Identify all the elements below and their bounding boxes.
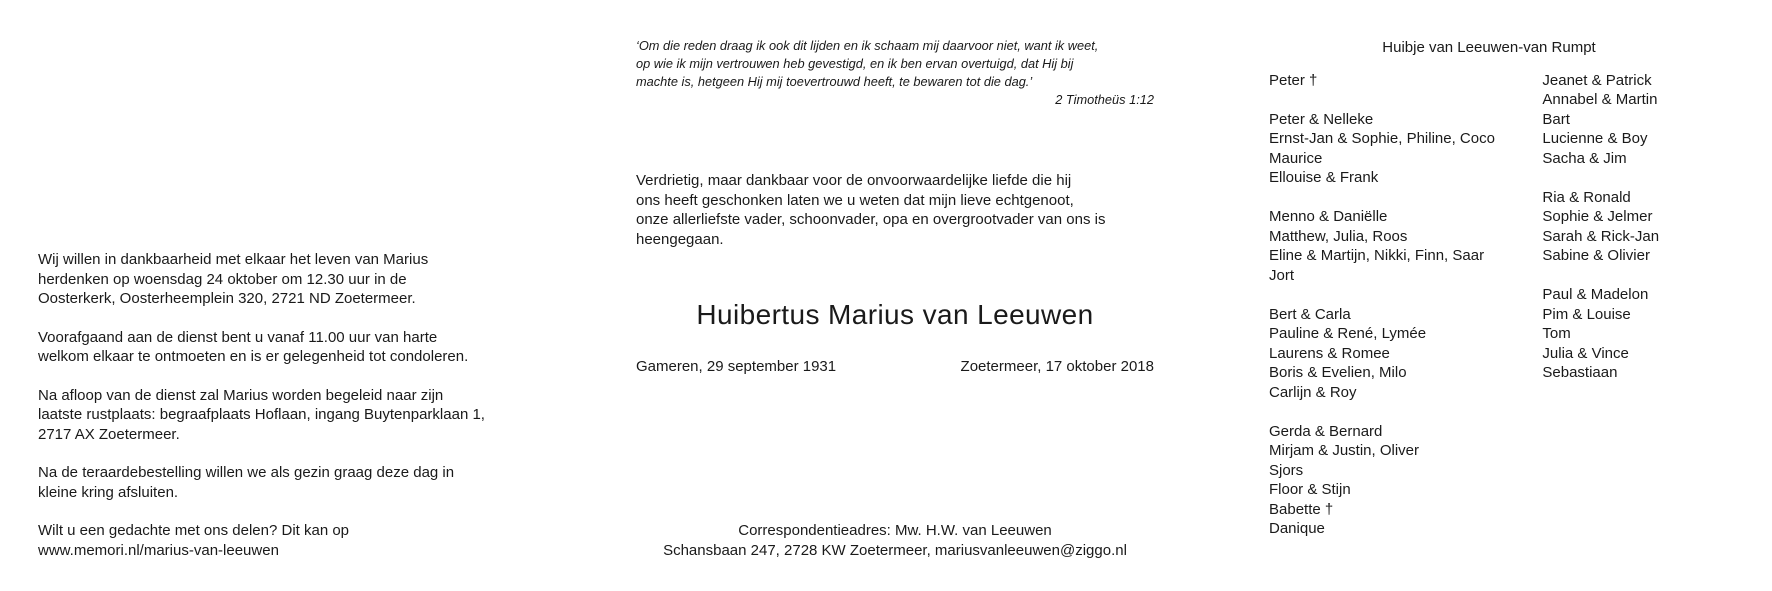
text-line: Na de teraardebestelling willen we als gezin graag deze dag in [38,464,455,481]
family-member: Ellouise & Frank [1269,169,1379,186]
correspondence-line: Correspondentieadres: Mw. H.W. van Leeuwen [738,522,1052,539]
text-line: Voorafgaand aan de dienst bent u vanaf 11.00 uur van harte [38,328,438,346]
family-member: Sophie & Jelmer [1542,208,1653,225]
family-member: Gerda & Bernard [1269,422,1383,440]
correspondence-line: Schansbaan 247, 2728 KW Zoetermeer, mariusvanleeuwen@ziggo.nl [663,541,1127,559]
family-member: Annabel & Martin [1542,91,1658,108]
family-member: Paul & Madelon [1542,286,1649,303]
family-group [1269,305,1542,403]
text-line: Wij willen in dankbaarheid met elkaar het leven van Marius [38,251,429,268]
announcement-line: ons heeft geschonken laten we u weten dat mijn lieve echtgenoot, [636,191,1074,209]
family-member: Ernst-Jan & Sophie, Philine, Coco [1269,130,1495,147]
announcement-line: Verdrietig, maar dankbaar voor de onvoorwaardelijke liefde die hij [636,172,1072,189]
text-line: Wilt u een gedachte met ons delen? Dit kan op [38,522,350,539]
deceased-name: Huibertus Marius van Leeuwen [696,299,1094,330]
correspondence-address [636,521,1154,560]
family-member: Matthew, Julia, Roos [1269,227,1408,245]
service-paragraph-1 [38,250,538,309]
text-line: kleine kring afsluiten. [38,483,179,501]
family-member: Carlijn & Roy [1269,383,1357,401]
family-member: Floor & Stijn [1269,481,1351,498]
text-line: Na afloop van de dienst zal Marius worden begeleid naar zijn [38,386,444,404]
family-member: Bert & Carla [1269,305,1351,323]
family-member: Ria & Ronald [1542,188,1631,206]
family-member: Jeanet & Patrick [1542,71,1652,89]
family-member: Babette † [1269,500,1334,518]
family-member: Boris & Evelien, Milo [1269,364,1407,381]
family-member: Laurens & Romee [1269,344,1390,362]
announcement-line: heengegaan. [636,230,724,248]
family-column-1 [1269,71,1542,559]
family-member: Pauline & René, Lymée [1269,325,1427,342]
quote-line: machte is, hetgeen Hij mij toevertrouwd heeft, te bewaren tot die dag.’ [636,74,1033,89]
family-group [1542,285,1729,383]
service-paragraph-3 [38,386,538,445]
announcement-panel [636,0,1154,591]
quote-line: op wie ik mijn vertrouwen heb gevestigd, en ik ben ervan overtuigd, dat Hij bij [636,56,1074,71]
service-info-panel [38,0,538,591]
family-member: Danique [1269,520,1325,537]
family-group [1269,207,1542,285]
text-line: herdenken op woensdag 24 oktober om 12.30 uur in de [38,270,407,288]
life-dates [636,357,1154,377]
family-member: Tom [1542,325,1571,342]
family-member: Sarah & Rick-Jan [1542,227,1660,245]
family-member: Bart [1542,110,1570,128]
family-columns [1269,71,1729,559]
memorial-link[interactable]: www.memori.nl/marius-van-leeuwen [38,541,279,559]
family-group [1542,188,1729,266]
family-member: Sjors [1269,461,1304,479]
service-paragraph-4 [38,463,538,502]
family-member: Lucienne & Boy [1542,130,1648,147]
family-member: Eline & Martijn, Nikki, Finn, Saar [1269,247,1485,264]
family-member: Sebastiaan [1542,364,1618,381]
family-member: Sacha & Jim [1542,149,1627,167]
family-group [1269,110,1542,188]
service-paragraph-5 [38,521,538,560]
service-paragraph-2 [38,328,538,367]
family-member: Mirjam & Justin, Oliver [1269,442,1420,459]
family-group [1542,71,1729,169]
family-member: Menno & Daniëlle [1269,208,1388,225]
family-member: Jort [1269,266,1295,284]
spouse-name: Huibje van Leeuwen-van Rumpt [1382,39,1596,56]
family-member: Peter & Nelleke [1269,110,1374,128]
quote-reference: 2 Timotheüs 1:12 [1055,92,1154,107]
family-member: Peter † [1269,71,1318,89]
quote-line: ‘Om die reden draag ik ook dit lijden en ik schaam mij daarvoor niet, want ik weet, [636,38,1099,53]
text-line: 2717 AX Zoetermeer. [38,425,180,443]
family-group [1269,71,1542,91]
family-group [1269,422,1542,539]
text-line: Oosterkerk, Oosterheemplein 320, 2721 ND Zoetermeer. [38,290,416,307]
family-member: Julia & Vince [1542,344,1629,362]
announcement-line: onze allerliefste vader, schoonvader, opa en overgrootvader van ons is [636,211,1106,228]
family-member: Pim & Louise [1542,305,1631,323]
bible-quote [636,37,1154,91]
family-panel [1269,0,1729,591]
text-line: welkom elkaar te ontmoeten en is er gelegenheid tot condoleren. [38,348,469,365]
birth-date: Gameren, 29 september 1931 [636,358,837,375]
family-column-2 [1542,71,1729,559]
family-member: Sabine & Olivier [1542,247,1650,264]
death-date: Zoetermeer, 17 oktober 2018 [960,358,1154,375]
announcement-text [636,171,1154,249]
family-member: Maurice [1269,149,1323,167]
text-line: laatste rustplaats: begraafplaats Hoflaan, ingang Buytenparklaan 1, [38,406,485,423]
